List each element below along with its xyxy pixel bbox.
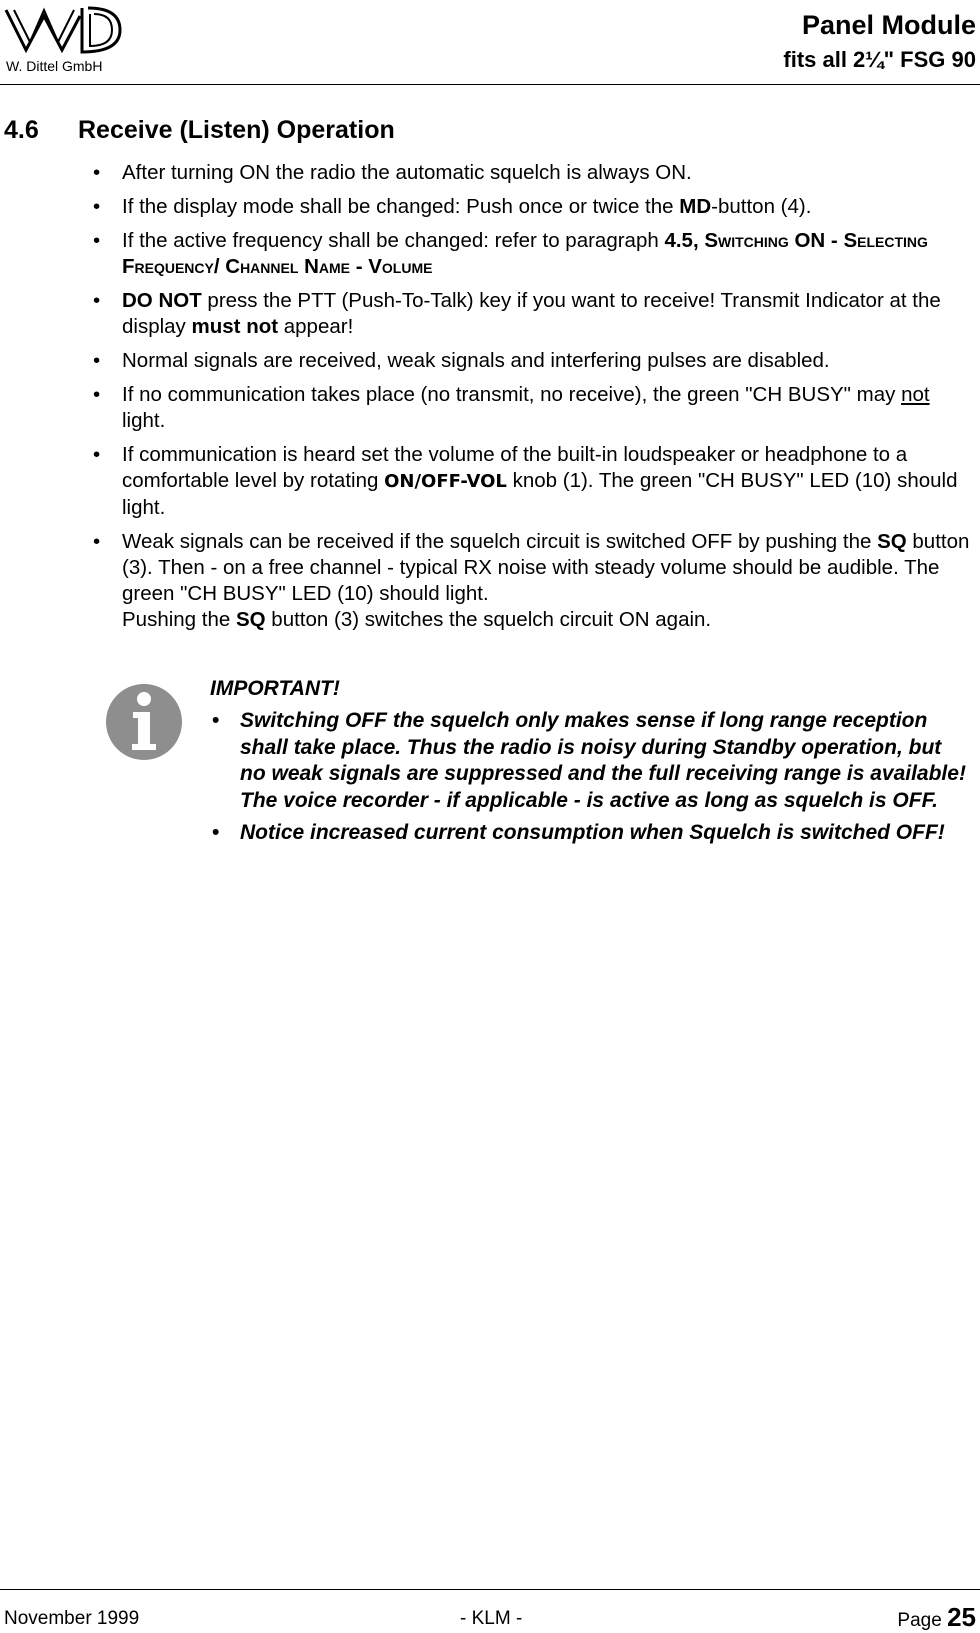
bullet-icon: • <box>93 443 101 466</box>
company-name: W. Dittel GmbH <box>6 58 103 74</box>
company-logo <box>4 2 122 60</box>
list-item: • Normal signals are received, weak signals and interfering pulses are disabled. <box>93 349 830 372</box>
bullet-icon: • <box>93 195 101 218</box>
important-notes-list <box>210 708 970 853</box>
page-header <box>0 0 980 86</box>
page-number: Page 25 <box>897 1602 976 1632</box>
footer-date: November 1999 <box>4 1608 140 1629</box>
list-item: • If the display mode shall be changed: Push once or twice the MD-button (4). <box>93 195 812 218</box>
bullet-icon: • <box>212 709 220 732</box>
bullet-icon: • <box>212 821 220 844</box>
document-subtitle: fits all 2¼" FSG 90 <box>783 47 976 72</box>
header-divider <box>0 84 980 85</box>
footer-center-label: - KLM - <box>460 1608 523 1629</box>
info-icon <box>104 682 184 762</box>
bullet-icon: • <box>93 349 101 372</box>
list-item: • If the active frequency shall be changed: refer to paragraph 4.5, Switching ON - Selecting Frequency/ Channel Name - Volume <box>93 229 928 278</box>
footer-divider <box>0 1589 980 1590</box>
list-item: • If communication is heard set the volume of the built-in loudspeaker or headphone to a comfortable level by rotating ON/OFF-VOL knob (1). The green "CH BUSY" LED (10) should light. <box>93 443 958 519</box>
operation-steps-list <box>90 160 970 641</box>
list-item: • After turning ON the radio the automatic squelch is always ON. <box>93 161 692 184</box>
bullet-icon: • <box>93 530 101 553</box>
section-number: 4.6 <box>4 116 39 144</box>
list-item: • Notice increased current consumption when Squelch is switched OFF! <box>210 820 970 847</box>
bullet-icon: • <box>93 161 101 184</box>
list-item: • If no communication takes place (no transmit, no receive), the green "CH BUSY" may not light. <box>93 383 930 432</box>
document-title: Panel Module <box>801 10 976 40</box>
section-heading <box>4 116 395 145</box>
bullet-icon: • <box>93 229 101 252</box>
section-title: Receive (Listen) Operation <box>78 116 395 144</box>
important-heading: IMPORTANT! <box>210 677 340 700</box>
list-item: • DO NOT press the PTT (Push-To-Talk) key if you want to receive! Transmit Indicator at the display must not appear! <box>93 289 941 338</box>
list-item: • Weak signals can be received if the squelch circuit is switched OFF by pushing the SQ button (3). Then - on a free channel - typical RX noise with steady volume should be audible. The green "CH BUSY" LED (10) should light. Pushing the SQ button (3) switches the squelch circuit ON again. <box>93 530 970 631</box>
list-item: • Switching OFF the squelch only makes sense if long range reception shall take place. Thus the radio is noisy during Standby operation, but no weak signals are suppressed and the full receiving range is available! The voice recorder - if applicable - is active as long as squelch is OFF. <box>212 709 966 812</box>
bullet-icon: • <box>93 289 101 312</box>
paragraph-reference: 4.5, Switching ON - Selecting Frequency/ Channel Name - Volume <box>122 229 928 278</box>
bullet-icon: • <box>93 383 101 406</box>
